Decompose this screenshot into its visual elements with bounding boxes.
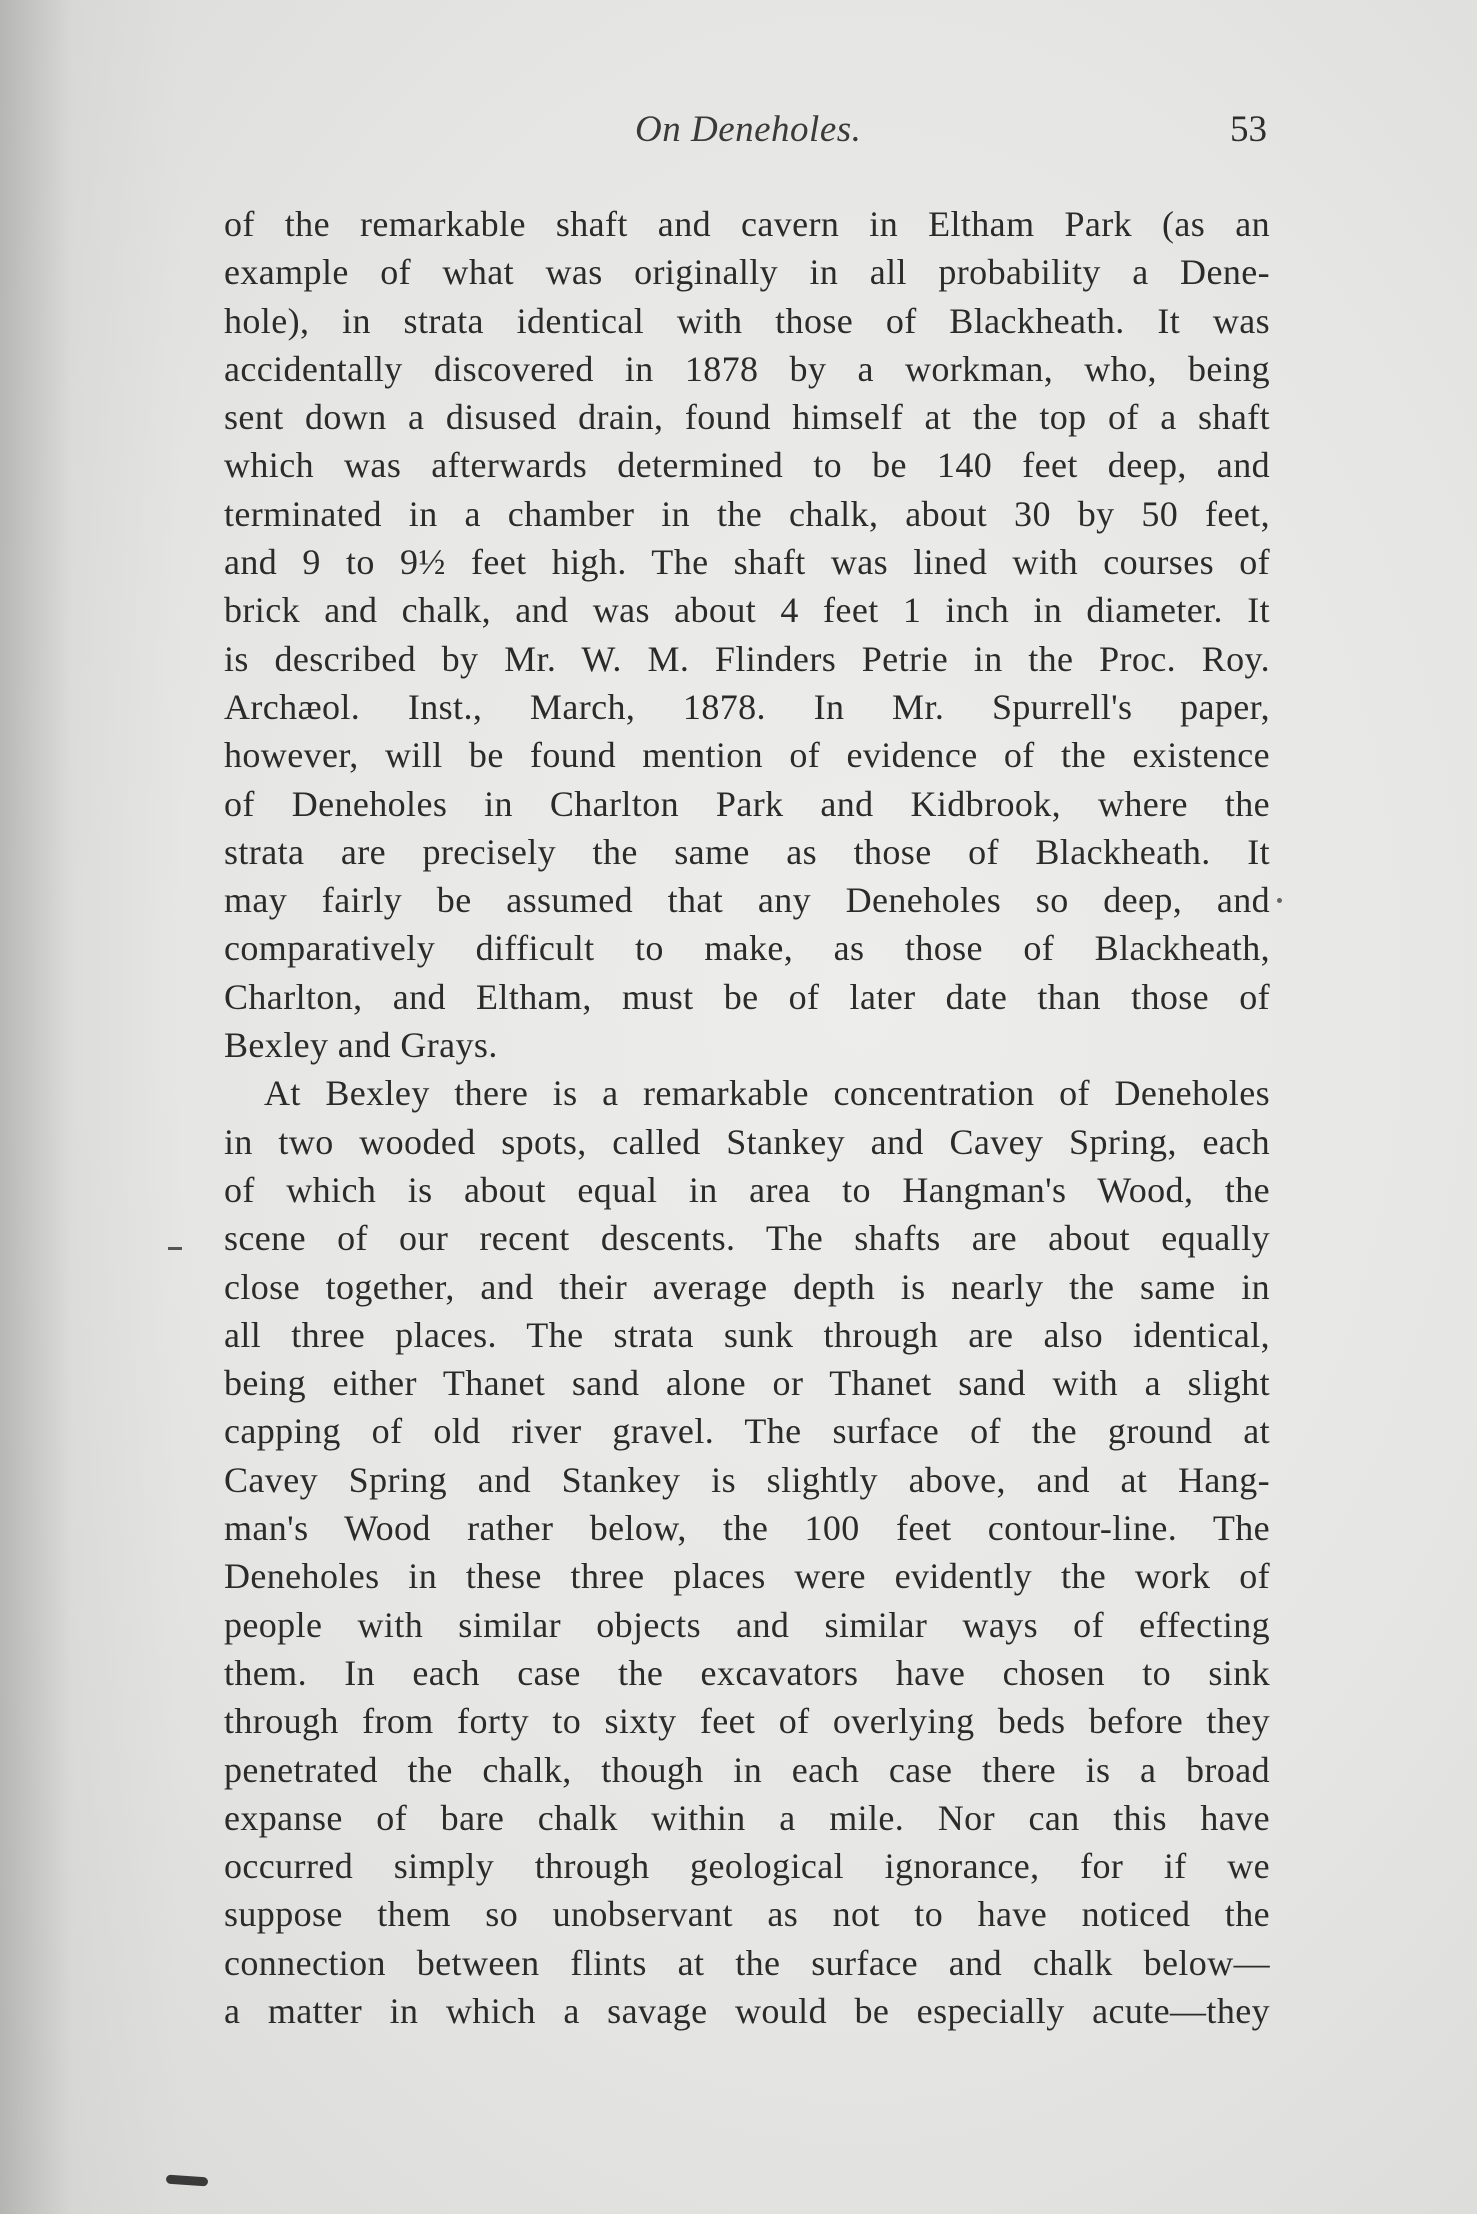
text-line: man's Wood rather below, the 100 feet contour-line. The xyxy=(224,1508,1270,1549)
text-line: however, will be found mention of evidence of the existence xyxy=(224,735,1270,776)
text-line: of Deneholes in Charlton Park and Kidbrook, where the xyxy=(224,783,1270,824)
ink-speck xyxy=(1277,898,1282,903)
text-line: Bexley and Grays. xyxy=(224,1025,498,1066)
text-line: through from forty to sixty feet of overlying beds before they xyxy=(224,1701,1270,1742)
text-line: close together, and their average depth is nearly the same in xyxy=(224,1266,1270,1307)
text-line: of which is about equal in area to Hangman's Wood, the xyxy=(224,1169,1270,1210)
text-line: all three places. The strata sunk through are also identical, xyxy=(224,1314,1270,1355)
text-line: strata are precisely the same as those of Blackheath. It xyxy=(224,831,1270,872)
text-line: and 9 to 9½ feet high. The shaft was lined with courses of xyxy=(224,542,1270,583)
text-line: example of what was originally in all probability a Dene- xyxy=(224,252,1270,293)
margin-mark xyxy=(168,1247,182,1250)
running-title: On Deneholes. xyxy=(635,109,862,150)
text-line: comparatively difficult to make, as those of Blackheath, xyxy=(224,928,1270,969)
text-line: occurred simply through geological ignorance, for if we xyxy=(224,1846,1270,1887)
text-line: expanse of bare chalk within a mile. Nor can this have xyxy=(224,1797,1270,1838)
text-line: brick and chalk, and was about 4 feet 1 inch in diameter. It xyxy=(224,590,1270,631)
text-line: penetrated the chalk, though in each case there is a broad xyxy=(224,1749,1270,1790)
text-line: which was afterwards determined to be 140 feet deep, and xyxy=(224,445,1270,486)
body-text xyxy=(224,200,1270,2035)
text-line: hole), in strata identical with those of Blackheath. It was xyxy=(224,300,1270,341)
text-line: is described by Mr. W. M. Flinders Petrie in the Proc. Roy. xyxy=(224,638,1270,679)
page-number: 53 xyxy=(1230,109,1267,150)
text-line: accidentally discovered in 1878 by a workman, who, being xyxy=(224,348,1270,389)
text-line: being either Thanet sand alone or Thanet sand with a slight xyxy=(224,1363,1270,1404)
text-line: people with similar objects and similar ways of effecting xyxy=(224,1604,1270,1645)
text-line: sent down a disused drain, found himself at the top of a shaft xyxy=(224,397,1270,438)
text-line: may fairly be assumed that any Deneholes so deep, and xyxy=(224,880,1270,921)
text-line: suppose them so unobservant as not to have noticed the xyxy=(224,1894,1270,1935)
text-line: capping of old river gravel. The surface of the ground at xyxy=(224,1411,1270,1452)
text-line: Deneholes in these three places were evidently the work of xyxy=(224,1556,1270,1597)
page-header xyxy=(0,108,1477,158)
text-line: At Bexley there is a remarkable concentration of Deneholes xyxy=(264,1073,1270,1114)
binding-shadow xyxy=(0,0,180,2214)
text-line: Cavey Spring and Stankey is slightly above, and at Hang- xyxy=(224,1459,1270,1500)
text-line: Charlton, and Eltham, must be of later date than those of xyxy=(224,976,1270,1017)
text-line: in two wooded spots, called Stankey and Cavey Spring, each xyxy=(224,1121,1270,1162)
text-line: of the remarkable shaft and cavern in Eltham Park (as an xyxy=(224,204,1270,244)
text-line: scene of our recent descents. The shafts are about equally xyxy=(224,1218,1270,1259)
text-line: connection between flints at the surface and chalk below— xyxy=(224,1942,1270,1983)
text-line: terminated in a chamber in the chalk, about 30 by 50 feet, xyxy=(224,493,1270,534)
text-line: a matter in which a savage would be especially acute—they xyxy=(224,1990,1270,2031)
text-line: Archæol. Inst., March, 1878. In Mr. Spurrell's paper, xyxy=(224,686,1270,727)
text-line: them. In each case the excavators have chosen to sink xyxy=(224,1652,1270,1693)
